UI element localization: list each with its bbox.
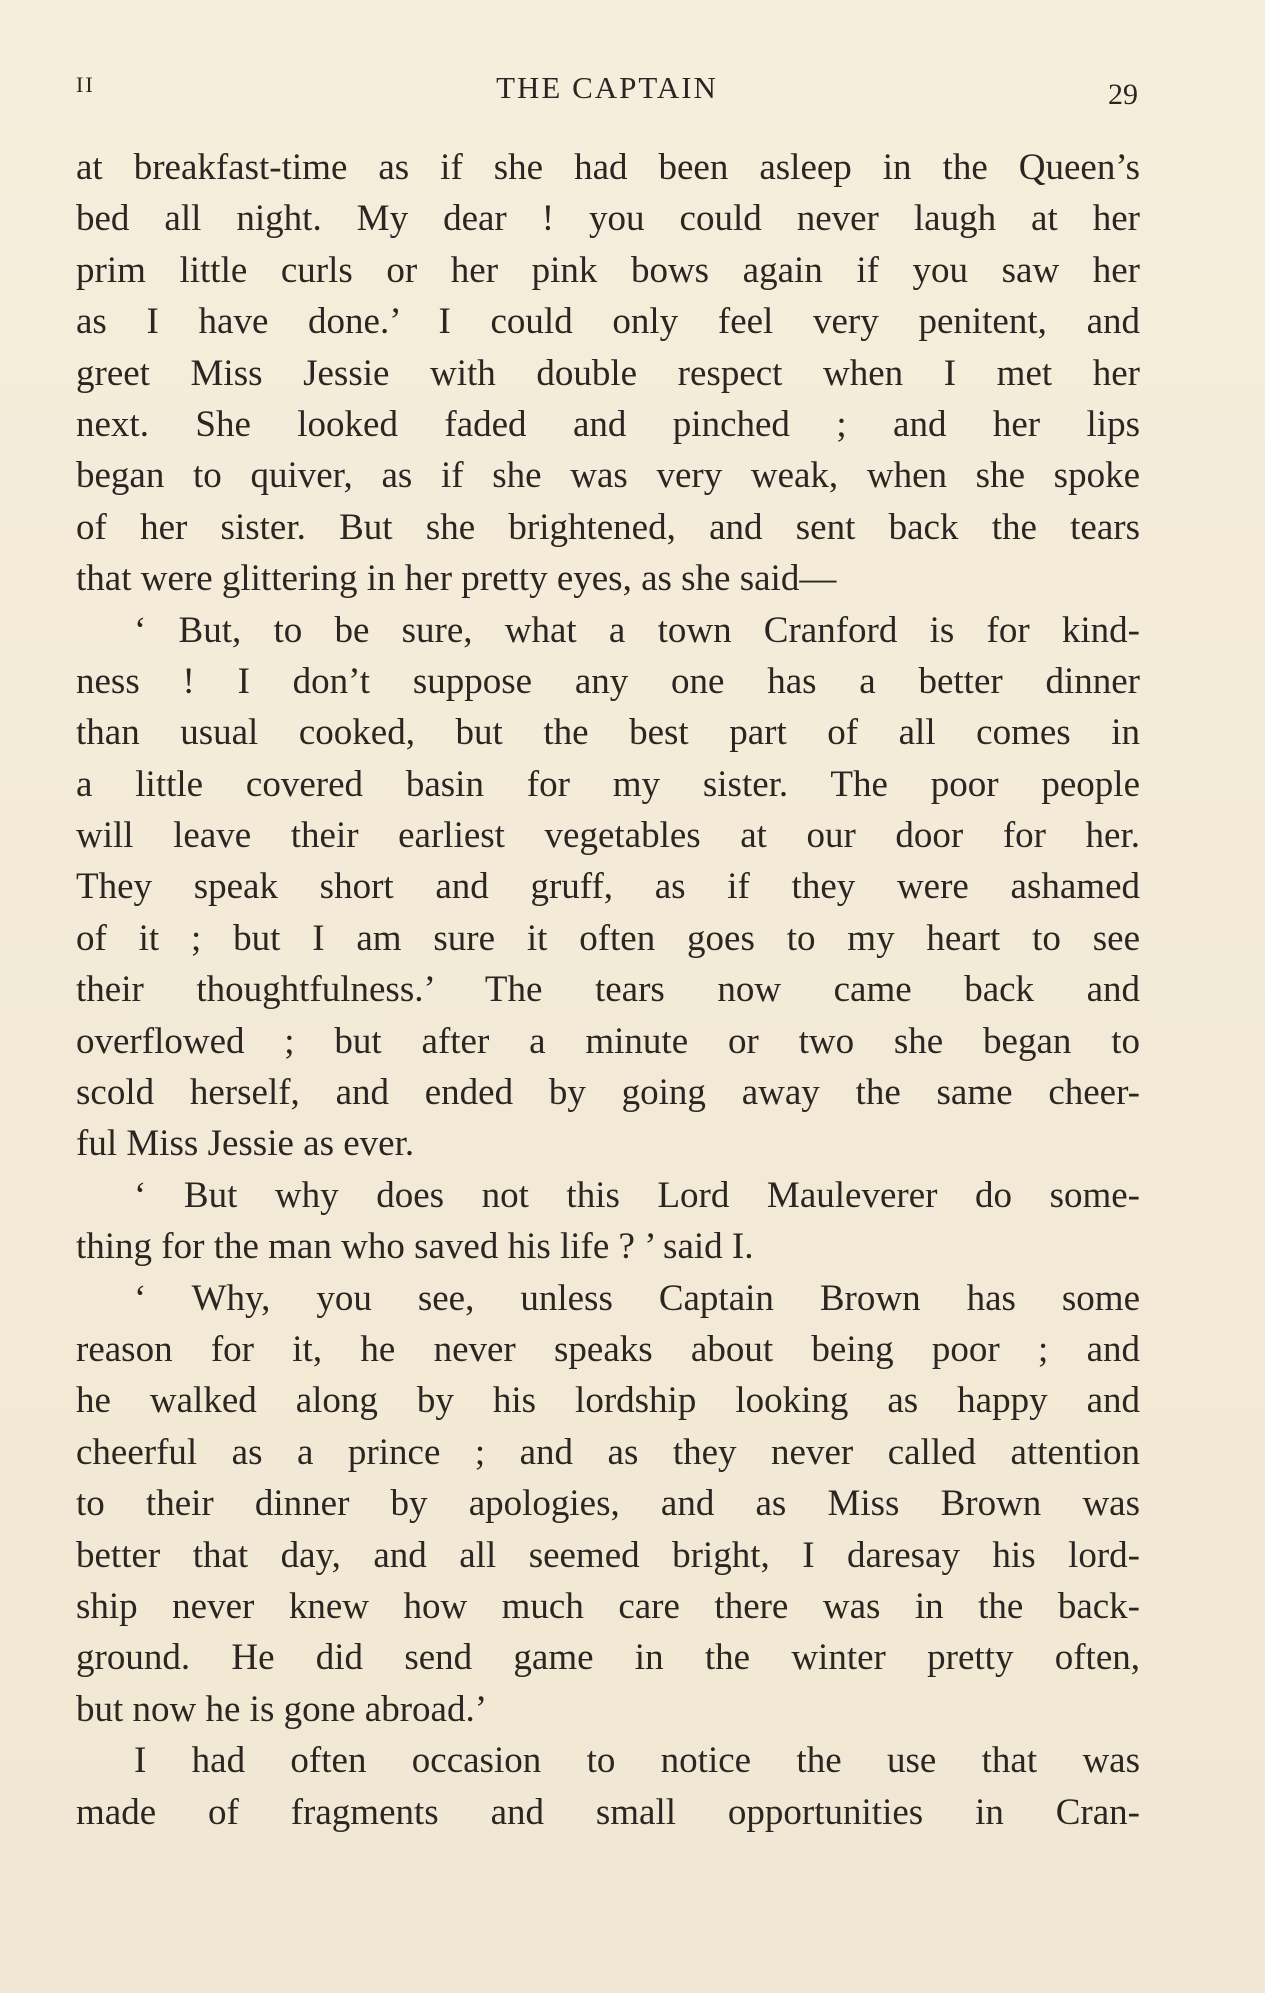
text-line: but now he is gone abroad.’ [76,1688,488,1730]
text-line: ground. He did send game in the winter pretty often, [76,1637,1140,1679]
text-line: prim little curls or her pink bows again if you saw her [76,249,1140,291]
text-line: ship never knew how much care there was in the back- [76,1585,1140,1627]
text-line: will leave their earliest vegetables at our door for her. [76,815,1140,857]
text-line: overflowed ; but after a minute or two she began to [76,1020,1140,1062]
text-line: as I have done.’ I could only feel very penitent, and [76,301,1140,343]
text-line: began to quiver, as if she was very weak, when she spoke [76,455,1140,497]
running-header [76,70,1138,110]
text-line: of it ; but I am sure it often goes to my heart to see [76,917,1140,959]
text-line: cheerful as a prince ; and as they never called attention [76,1431,1140,1473]
text-line: I had often occasion to notice the use that was [134,1740,1140,1782]
text-line: ‘ But, to be sure, what a town Cranford is for kind- [134,609,1140,651]
chapter-number: II [76,72,95,97]
text-line: better that day, and all seemed bright, I daresay his lord- [76,1534,1140,1576]
text-line: to their dinner by apologies, and as Miss Brown was [76,1483,1140,1525]
body-text [76,142,1140,1838]
text-line: of her sister. But she brightened, and sent back the tears [76,506,1140,548]
text-line: at breakfast-time as if she had been asleep in the Queen’s [76,147,1140,188]
text-line: he walked along by his lordship looking as happy and [76,1380,1140,1422]
page-number: 29 [1108,78,1138,111]
text-line: next. She looked faded and pinched ; and her lips [76,403,1140,445]
text-line: than usual cooked, but the best part of all comes in [76,712,1140,754]
text-line: made of fragments and small opportunities in Cran- [76,1791,1140,1833]
text-line: that were glittering in her pretty eyes, as she said— [76,558,837,600]
text-line: a little covered basin for my sister. The poor people [76,763,1140,805]
text-line: ness ! I don’t suppose any one has a better dinner [76,660,1140,702]
text-line: reason for it, he never speaks about being poor ; and [76,1328,1140,1370]
running-title: THE CAPTAIN [496,70,718,105]
text-line: They speak short and gruff, as if they were ashamed [76,866,1140,908]
text-line: bed all night. My dear ! you could never laugh at her [76,198,1140,240]
text-line: ‘ Why, you see, unless Captain Brown has some [134,1277,1140,1319]
text-line: ‘ But why does not this Lord Mauleverer do some- [134,1174,1140,1216]
text-line: ful Miss Jessie as ever. [76,1123,415,1165]
text-line: scold herself, and ended by going away the same cheer- [76,1072,1140,1114]
text-line: their thoughtfulness.’ The tears now came back and [76,969,1140,1011]
text-line: greet Miss Jessie with double respect when I met her [76,352,1140,394]
text-line: thing for the man who saved his life ? ’ said I. [76,1226,754,1268]
